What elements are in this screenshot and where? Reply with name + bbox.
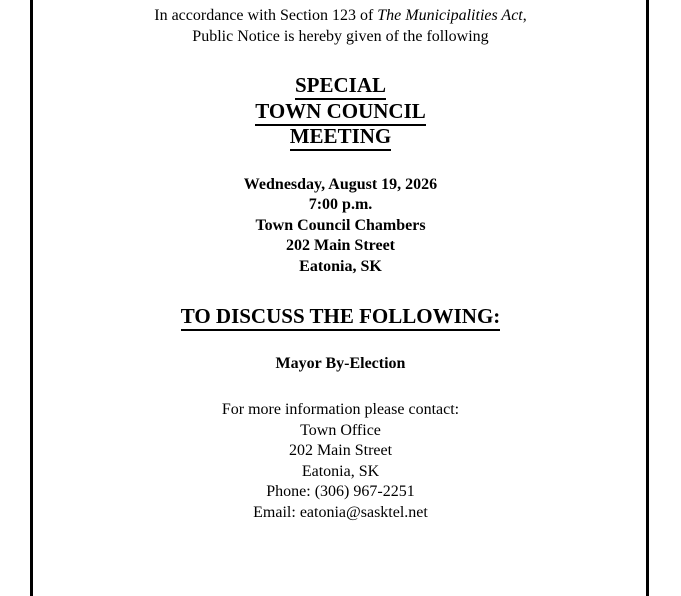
meeting-time: 7:00 p.m. [308, 196, 373, 213]
intro-prefix: In accordance with Section 123 of [154, 7, 378, 24]
contact-office: Town Office [300, 422, 381, 439]
meeting-date: Wednesday, August 19, 2026 [243, 176, 438, 193]
contact-street: 202 Main Street [288, 442, 393, 459]
contact-email: Email: eatonia@sasktel.net [253, 504, 428, 521]
intro-line-2: Public Notice is hereby given of the following [192, 28, 489, 45]
title-line-2: TOWN COUNCIL [0, 101, 681, 122]
meeting-town: Eatonia, SK [299, 258, 382, 275]
meeting-street: 202 Main Street [285, 237, 395, 254]
title-line-3: MEETING [0, 126, 681, 147]
contact-town: Eatonia, SK [301, 463, 380, 480]
act-name: The Municipalities Act [377, 7, 523, 24]
intro-suffix: , [522, 7, 527, 24]
contact-intro: For more information please contact: [221, 401, 460, 418]
agenda-item: Mayor By-Election [275, 355, 406, 372]
intro-line-1 [0, 8, 681, 24]
title-line-1: SPECIAL [0, 75, 681, 96]
meeting-venue: Town Council Chambers [255, 217, 426, 234]
agenda-heading: TO DISCUSS THE FOLLOWING: [0, 306, 681, 327]
contact-phone: Phone: (306) 967-2251 [266, 483, 415, 500]
